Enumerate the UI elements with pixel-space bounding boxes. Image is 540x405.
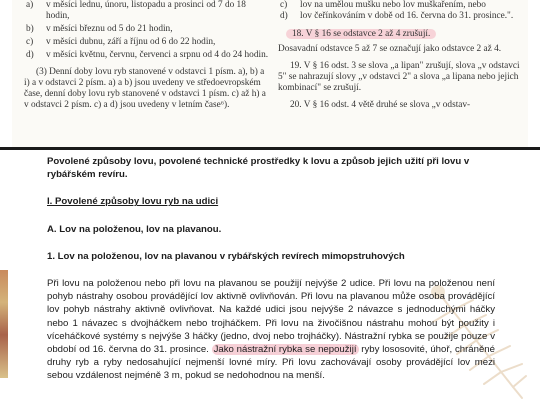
list-item-text: v měsíci březnu od 5 do 21 hodin,: [46, 24, 173, 34]
list-item-text: v měsíci lednu, únoru, listopadu a prosinci od 7 do 18 hodin,: [46, 0, 246, 21]
highlighted-phrase: Jako nástražní rybka se nepoužijí: [213, 344, 357, 356]
rules-paragraph: [47, 277, 495, 383]
list-item-text: v měsíci květnu, červnu, červenci a srpnu od 4 do 24 hodin.: [46, 50, 269, 60]
document-page: [0, 150, 540, 405]
subsection-heading-1: 1. Lov na položenou, lov na plavanou v rybářských revírech mimopstruhových: [47, 250, 405, 262]
list-item: [24, 0, 269, 22]
highlighted-amendment: 18. V § 16 se odstavce 2 až 4 zrušují.: [286, 29, 436, 39]
paragraph-3: (3) Denní doby lovu ryb stanovené v odstavci 1 písm. a), b) a i) a v odstavci 2 písm. a) a b) jsou uvedeny ve středoevropském čase, denní doby lovu ryb stanovené v odstavci 1 písm. c) až h) a v odstavci 2 písm. c) a d) jsou uvedeny v letním čase⁶).: [24, 67, 266, 110]
list-item: [278, 11, 526, 22]
section-heading: I. Povolené způsoby lovu ryb na udici: [47, 196, 219, 208]
top-page-scan: [12, 0, 528, 150]
document-title: Povolené způsoby lovu, povolené technické prostředky k lovu a způsob jejich užití při lovu v rybářském revíru.: [47, 156, 470, 181]
list-item: [278, 0, 526, 11]
paragraph-text: Při lovu na položenou nebo při lovu na plavanou se použijí nejvýše 2 udice. Při lovu na položenou není pohyb nástrahy osobou provádějící lov aktivně ovlivňován. Při lovu na plavanou může osoba provádějící lov pohyb nástrahy aktivně ovlivňovat. Na každé udici jsou nejvýše 2 návazce s jednoduchými háčky nebo 1 návazec s dvojháčkem nebo trojháčkem. Při lovu na živočišnou nástrahu mohou být použity i víceháčkové systémy s nejvýše 3 háčky (jedno, dvoj nebo trojháčky). Nástražní rybka se použije pouze v období od 16. června do 31. prosince.: [47, 278, 495, 356]
list-marker: c): [26, 37, 34, 47]
subsection-heading-a: A. Lov na položenou, lov na plavanou.: [47, 223, 222, 235]
list-marker: b): [26, 24, 34, 34]
list-marker: c): [280, 0, 288, 10]
list-item: [24, 50, 269, 61]
document-text: [47, 155, 495, 383]
amendment-19: 19. V § 16 odst. 3 se slova „a lipan" zrušují, slova „v odstavci 5" se nahrazují slovy „v odstavci 2" a slova „a lipana nebo jejich kombinací" se zrušují.: [278, 61, 520, 93]
amendment-20: 20. V § 16 odst. 4 větě druhé se slova „v odstav-: [290, 100, 471, 110]
list-marker: a): [26, 0, 34, 10]
left-column: [24, 0, 269, 111]
list-item: [24, 37, 269, 48]
list-item-text: lov čeřínkováním v době od 16. června do 31. prosince.".: [300, 11, 514, 21]
edge-photo-strip: [0, 270, 8, 378]
list-item-text: v měsíci dubnu, září a říjnu od 6 do 22 hodin,: [46, 37, 216, 47]
list-item-text: lov na umělou mušku nebo lov muškařením, nebo: [300, 0, 486, 10]
list-marker: d): [280, 11, 288, 21]
amendment-18-note: Dosavadní odstavce 5 až 7 se označují jako odstavce 2 až 4.: [278, 44, 502, 54]
paragraph-text-end: ryby lososovité, úhoř, chráněné druhy ryb a ryby nedosahující nejmenší lovné míry. Při lovu zachovávají osoby provádějící lov mezi sebou vzdálenost nejméně 3 m, pokud se nedohodnou na menší.: [47, 344, 495, 382]
right-column: [278, 0, 526, 111]
amendment-18: [278, 29, 526, 40]
list-item: [24, 24, 269, 35]
list-marker: d): [26, 50, 34, 60]
